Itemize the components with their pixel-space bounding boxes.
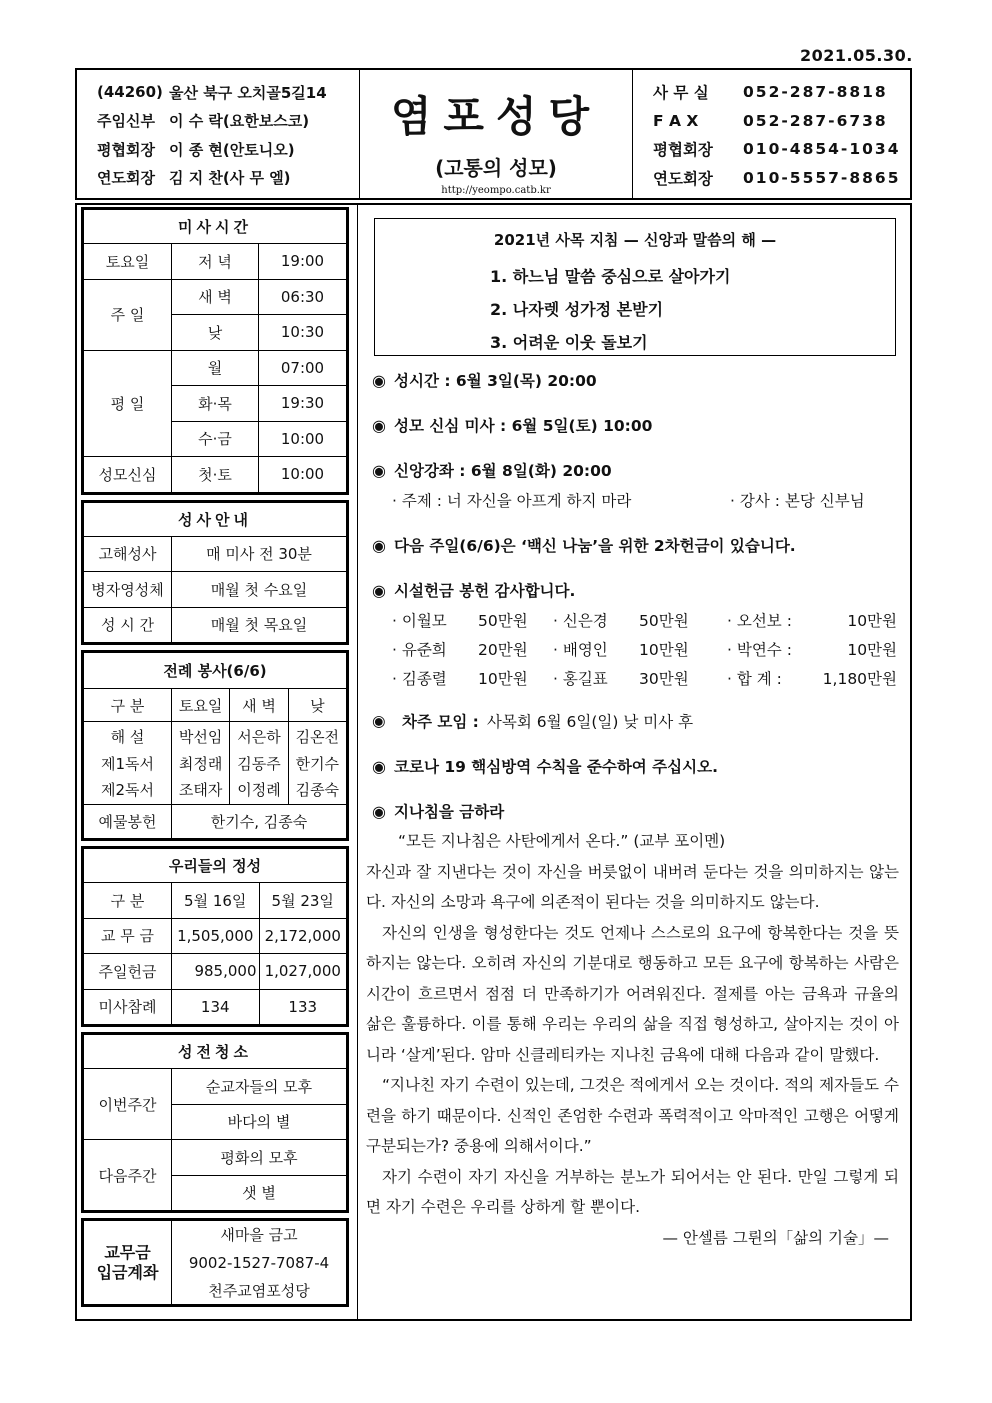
essay-paragraph: “지나친 자기 수련이 있는데, 그것은 적에게서 오는 것이다. 적의 제자들도 수련을 하기 때문이다. 신적인 존엄한 수련과 폭력적이고 악마적인 고행은 어떻게 구분되는가? 중용에 의해서이다.” — [366, 1076, 899, 1155]
essay-paragraph: 자기 수련이 자기 자신을 거부하는 분노가 되어서는 안 된다. 만일 그렇게 되면 자기 수련은 우리를 상하게 할 뿐이다. — [366, 1167, 899, 1216]
sacrament-box — [81, 500, 349, 646]
liturgy-person: 한기수 — [288, 751, 346, 776]
next-week-group: 평화의 모후 — [172, 1140, 347, 1176]
donor: · 유준희 — [392, 640, 447, 659]
contact-key: 사 무 실 — [653, 84, 709, 103]
right-column — [357, 205, 910, 1319]
liturgy-role: 해 설 — [84, 722, 172, 751]
info-value: 김 지 찬(사 무 엘) — [169, 169, 291, 188]
liturgy-head: 토요일 — [172, 689, 230, 722]
bullet-icon: ◉ — [372, 370, 386, 390]
finance-value: 1,505,000 — [172, 918, 260, 954]
notice-text: 성시간 : 6월 3일(목) 20:00 — [394, 372, 597, 390]
sat-time-label: 저 녁 — [172, 244, 259, 280]
finance-value: 1,027,000 — [259, 954, 347, 990]
contact-value: 052-287-8818 — [743, 83, 888, 102]
liturgy-head: 낮 — [288, 689, 346, 722]
bullet-icon: ◉ — [372, 535, 386, 555]
finance-box — [81, 846, 349, 1027]
lecture-speaker: · 강사 : 본당 신부님 — [730, 492, 865, 510]
w2-label: 화·목 — [172, 386, 259, 422]
info-value: 이 수 락(요한보스코) — [169, 112, 310, 131]
liturgy-head: 새 벽 — [230, 689, 288, 722]
finance-value: 134 — [172, 989, 260, 1025]
info-row — [97, 164, 359, 193]
donor: · 합 계 : — [727, 669, 782, 688]
contact-info — [633, 70, 910, 198]
offer-value: 한기수, 김종숙 — [172, 805, 347, 839]
mary-time: 10:00 — [259, 457, 347, 493]
finance-label: 주일헌금 — [84, 954, 172, 990]
notices — [366, 365, 899, 1253]
w2-time: 19:30 — [259, 386, 347, 422]
finance-label: 교 무 금 — [84, 918, 172, 954]
liturgy-person: 이정례 — [230, 776, 288, 805]
next-week-group: 샛 별 — [172, 1175, 347, 1211]
next-week-label: 다음주간 — [84, 1140, 172, 1211]
finance-value: 2,172,000 — [259, 918, 347, 954]
total-amount: 1,180만원 — [822, 669, 897, 688]
contact-value: 052-287-6738 — [743, 111, 888, 130]
info-row — [97, 78, 359, 107]
mass-times-box — [81, 207, 349, 495]
info-key: (44260) — [97, 83, 163, 102]
contact-row — [653, 107, 910, 136]
bullet-icon: ◉ — [372, 580, 386, 600]
liturgy-box — [81, 650, 349, 841]
finance-head: 구 분 — [84, 883, 172, 919]
contact-row — [653, 135, 910, 164]
sacrament-key: 병자영성체 — [84, 572, 172, 608]
finance-value: 133 — [259, 989, 347, 1025]
amount: 50만원 — [639, 611, 689, 630]
left-column — [81, 207, 349, 1312]
sacrament-title: 성사안내 — [84, 502, 347, 536]
bullet-icon: ◉ — [372, 415, 386, 435]
notice-text: 신앙강좌 : 6월 8일(화) 20:00 — [394, 462, 612, 480]
donor: · 박연수 : — [727, 640, 792, 659]
this-week-group: 순교자들의 모후 — [172, 1069, 347, 1105]
liturgy-role: 제1독서 — [84, 751, 172, 776]
finance-title: 우리들의 정성 — [84, 849, 347, 883]
account-number: 9002-1527-7087-4 — [172, 1249, 347, 1277]
essay-paragraph: 자신과 잘 지낸다는 것이 자신을 버릇없이 내버려 둔다는 것을 의미하지는 않는다. 자신의 소망과 욕구에 의존적이 된다는 것을 의미하지도 않는다. — [366, 862, 899, 911]
pastoral-goal-title: 2021년 사목 지침 — 신앙과 말씀의 해 — — [493, 231, 777, 249]
donation-row — [392, 634, 897, 663]
amount: 10만원 — [847, 640, 897, 659]
liturgy-person: 김온전 — [288, 722, 346, 751]
sun1-label: 새 벽 — [172, 279, 259, 315]
donation-row — [392, 663, 897, 692]
notice-text: 다음 주일(6/6)은 ‘백신 나눔’을 위한 2차헌금이 있습니다. — [394, 537, 796, 555]
amount: 10만원 — [478, 669, 528, 688]
liturgy-person: 조태자 — [172, 776, 230, 805]
notice — [372, 706, 897, 736]
sacrament-value: 매월 첫 수요일 — [172, 572, 347, 608]
bulletin-date: 2021.05.30. — [800, 46, 913, 65]
essay-title: 지나침을 금하라 — [394, 803, 505, 821]
offer-label: 예물봉헌 — [84, 805, 172, 839]
info-key: 주임신부 — [97, 112, 155, 131]
contact-key: 연도회장 — [653, 169, 713, 188]
bullet-icon: ◉ — [372, 756, 386, 776]
pastoral-goal-item: 3. 어려운 이웃 돌보기 — [490, 333, 648, 352]
sacrament-key: 고해성사 — [84, 536, 172, 572]
mass-times-title: 미사시간 — [84, 210, 347, 244]
amount: 50만원 — [478, 611, 528, 630]
account-bank: 새마을 금고 — [172, 1221, 347, 1249]
account-label-2: 입금계좌 — [96, 1262, 159, 1282]
finance-head: 5월 16일 — [172, 883, 260, 919]
donor: · 홍길표 — [553, 669, 608, 688]
info-value: 이 종 현(안토니오) — [169, 140, 295, 159]
mary-label: 성모신심 — [84, 457, 172, 493]
donor: · 배영인 — [553, 640, 608, 659]
notice-text: 성모 신심 미사 : 6월 5일(토) 10:00 — [394, 417, 653, 435]
donor: · 신은경 — [553, 611, 608, 630]
essay-source: — 안셀름 그륀의「삶의 기술」— — [662, 1228, 889, 1247]
parish-info — [77, 70, 360, 198]
liturgy-person: 서은하 — [230, 722, 288, 751]
notice — [372, 796, 897, 826]
notice — [372, 410, 897, 440]
liturgy-head: 구 분 — [84, 689, 172, 722]
essay — [366, 826, 899, 1253]
w1-time: 07:00 — [259, 350, 347, 386]
notice — [372, 751, 897, 781]
notice-detail — [372, 485, 897, 515]
parish-title: 염포성당 — [390, 92, 602, 141]
amount: 30만원 — [639, 669, 689, 688]
contact-row — [653, 78, 910, 107]
cleaning-box — [81, 1032, 349, 1213]
notice — [372, 575, 897, 605]
this-week-label: 이번주간 — [84, 1069, 172, 1140]
mary-when: 첫·토 — [172, 457, 259, 493]
liturgy-person: 박선임 — [172, 722, 230, 751]
contact-key: F A X — [653, 111, 699, 130]
info-value: 울산 북구 오치골5길14 — [169, 83, 327, 102]
amount: 10만원 — [639, 640, 689, 659]
info-key: 평협회장 — [97, 140, 155, 159]
finance-head: 5월 23일 — [259, 883, 347, 919]
finance-label: 미사참례 — [84, 989, 172, 1025]
content-frame — [75, 203, 912, 1321]
sacrament-value: 매 미사 전 30분 — [172, 536, 347, 572]
sun2-label: 낮 — [172, 315, 259, 351]
notice-text: 코로나 19 핵심방역 수칙을 준수하여 주십시오. — [394, 758, 718, 776]
finance-value: 985,000 — [172, 954, 260, 990]
liturgy-person: 김동주 — [230, 751, 288, 776]
pastoral-goal-box — [374, 218, 896, 356]
contact-key: 평협회장 — [653, 141, 713, 160]
contact-value: 010-4854-1034 — [743, 140, 901, 159]
bullet-icon: ◉ — [372, 712, 386, 730]
notice — [372, 530, 897, 560]
sun-label: 주 일 — [84, 279, 172, 350]
this-week-group: 바다의 별 — [172, 1104, 347, 1140]
donation-row — [392, 605, 897, 634]
amount: 20만원 — [478, 640, 528, 659]
header — [75, 68, 912, 200]
account-holder: 천주교염포성당 — [172, 1277, 347, 1305]
account-label-1: 교무금 — [104, 1242, 151, 1262]
info-key: 연도회장 — [97, 169, 155, 188]
pastoral-goal-item: 2. 나자렛 성가정 본받기 — [490, 300, 664, 319]
bullet-icon: ◉ — [372, 801, 386, 821]
w1-label: 월 — [172, 350, 259, 386]
liturgy-person: 최정래 — [172, 751, 230, 776]
info-row — [97, 107, 359, 136]
notice — [372, 365, 897, 395]
week-label: 평 일 — [84, 350, 172, 457]
donation-list — [372, 605, 897, 692]
contact-row — [653, 164, 910, 193]
info-row — [97, 135, 359, 164]
account-box — [81, 1218, 349, 1307]
sacrament-value: 매월 첫 목요일 — [172, 607, 347, 643]
donor: · 오선보 : — [727, 611, 792, 630]
contact-value: 010-5557-8865 — [743, 168, 901, 187]
lecture-topic: · 주제 : 너 자신을 아프게 하지 마라 — [392, 492, 632, 510]
liturgy-title: 전례 봉사(6/6) — [84, 653, 347, 689]
w3-time: 10:00 — [259, 421, 347, 457]
essay-paragraph: 자신의 인생을 형성한다는 것도 언제나 스스로의 요구에 항복한다는 것을 뜻하지는 않는다. 오히려 자신의 기분대로 행동하고 모든 요구에 항복하는 사람은 시간이 흐르면서 점점 더 만족하기가 어려워진다. 절제를 아는 금욕과 규율의 삶은 훌륭하다. 이를 통해 우리는 우리의 삶을 직접 형성하고, 살아지는 것이 아니라 ‘살게’된다. 암마 신클레티카는 지나친 금욕에 대해 다음과 같이 말했다. — [366, 923, 899, 1064]
sun2-time: 10:30 — [259, 315, 347, 351]
essay-quote: “모든 지나침은 사탄에게서 온다.” (교부 포이멘) — [398, 832, 726, 850]
notice-text-bold: 차주 모임 : — [402, 713, 479, 731]
parish-subtitle: (고통의 성모) — [435, 156, 557, 180]
sat-label: 토요일 — [84, 244, 172, 280]
donor: · 김종렬 — [392, 669, 447, 688]
masthead — [360, 70, 633, 198]
liturgy-role: 제2독서 — [84, 776, 172, 805]
sacrament-key: 성 시 간 — [84, 607, 172, 643]
cleaning-title: 성전청소 — [84, 1035, 347, 1069]
sat-time: 19:00 — [259, 244, 347, 280]
donor: · 이월모 — [392, 611, 447, 630]
pastoral-goal-item: 1. 하느님 말씀 중심으로 살아가기 — [490, 267, 731, 286]
notice-text: 시설헌금 봉헌 감사합니다. — [394, 582, 576, 600]
notice-text: 사목회 6월 6일(일) 낮 미사 후 — [486, 713, 694, 731]
liturgy-person: 김종숙 — [288, 776, 346, 805]
bullet-icon: ◉ — [372, 460, 386, 480]
parish-url[interactable]: http://yeompo.catb.kr — [441, 185, 551, 196]
amount: 10만원 — [847, 611, 897, 630]
notice — [372, 455, 897, 485]
w3-label: 수·금 — [172, 421, 259, 457]
sun1-time: 06:30 — [259, 279, 347, 315]
account-label — [84, 1221, 172, 1305]
